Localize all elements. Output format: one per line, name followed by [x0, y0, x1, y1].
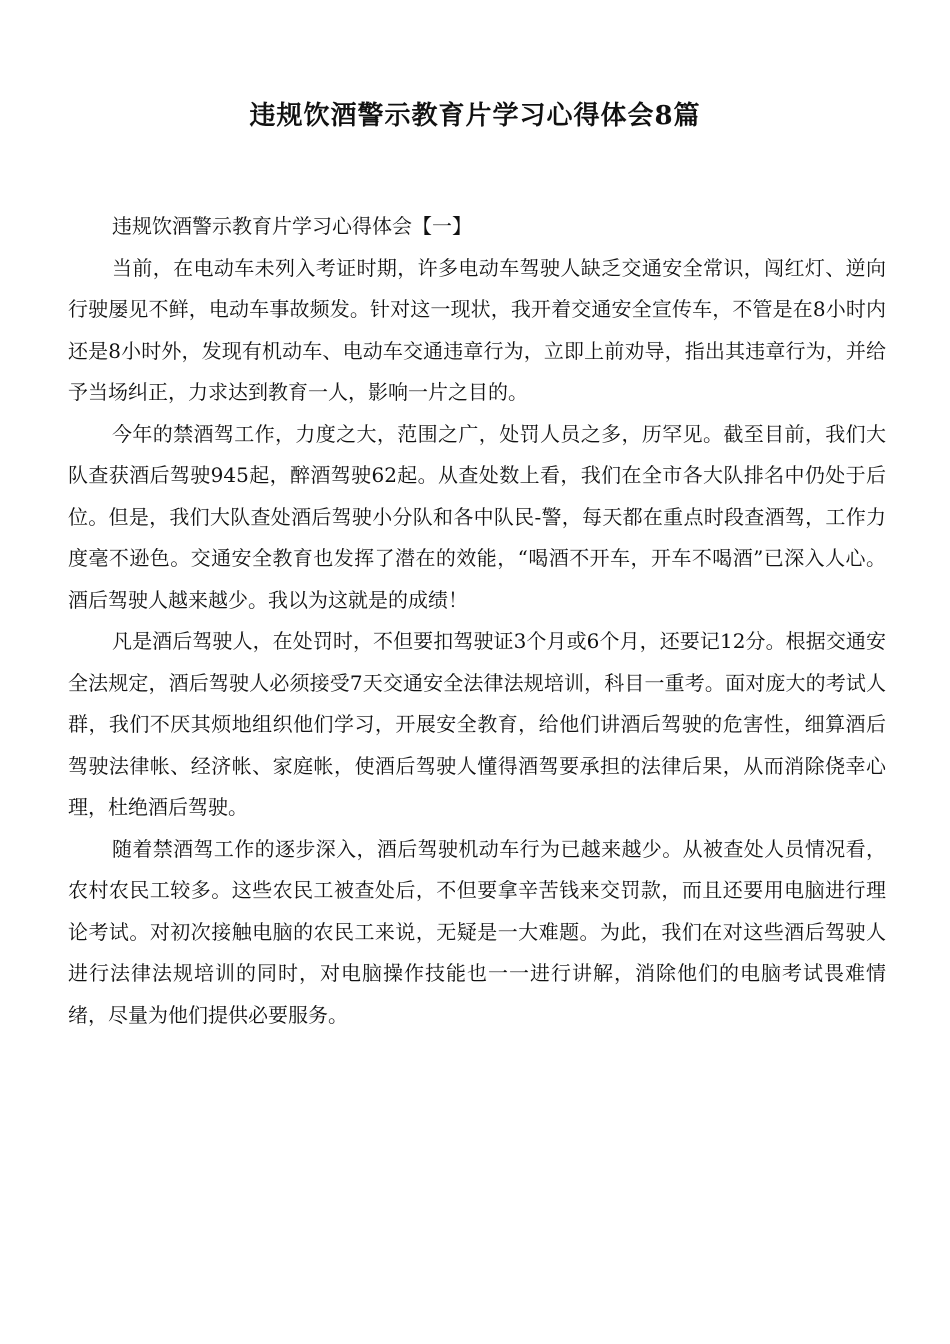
paragraph-2: 今年的禁酒驾工作，力度之大，范围之广，处罚人员之多，历罕见。截至目前，我们大队查获酒后驾驶945起，醉酒驾驶62起。从查处数上看，我们在全市各大队排名中仍处于后位。但是，我们大队查处酒后驾驶小分队和各中队民-警，每天都在重点时段查酒驾，工作力度毫不逊色。交通安全教育也发挥了潜在的效能，“喝酒不开车，开车不喝酒”已深入人心。酒后驾驶人越来越少。我以为这就是的成绩！ — [68, 421, 886, 612]
section-heading: 违规饮酒警示教育片学习心得体会【一】 — [112, 214, 472, 238]
paragraph-3: 凡是酒后驾驶人，在处罚时，不但要扣驾驶证3个月或6个月，还要记12分。根据交通安全法规定，酒后驾驶人必须接受7天交通安全法律法规培训，科目一重考。面对庞大的考试人群，我们不厌其烦地组织他们学习，开展安全教育，给他们讲酒后驾驶的危害性，细算酒后驾驶法律帐、经济帐、家庭帐，使酒后驾驶人懂得酒驾要承担的法律后果，从而消除侥幸心理，杜绝酒后驾驶。 — [68, 629, 886, 819]
document-body — [68, 206, 886, 1036]
document-title: 违规饮酒警示教育片学习心得体会8篇 — [249, 101, 701, 131]
paragraph-4: 随着禁酒驾工作的逐步深入，酒后驾驶机动车行为已越来越少。从被查处人员情况看，农村农民工较多。这些农民工被查处后，不但要拿辛苦钱来交罚款，而且还要用电脑进行理论考试。对初次接触电脑的农民工来说，无疑是一大难题。为此，我们在对这些酒后驾驶人进行法律法规培训的同时，对电脑操作技能也一一进行讲解，消除他们的电脑考试畏难情绪，尽量为他们提供必要服务。 — [68, 836, 886, 1027]
paragraph-1: 当前，在电动车未列入考证时期，许多电动车驾驶人缺乏交通安全常识，闯红灯、逆向行驶屡见不鲜，电动车事故频发。针对这一现状，我开着交通安全宣传车，不管是在8小时内还是8小时外，发现有机动车、电动车交通违章行为，立即上前劝导，指出其违章行为，并给予当场纠正，力求达到教育一人，影响一片之目的。 — [68, 255, 886, 404]
